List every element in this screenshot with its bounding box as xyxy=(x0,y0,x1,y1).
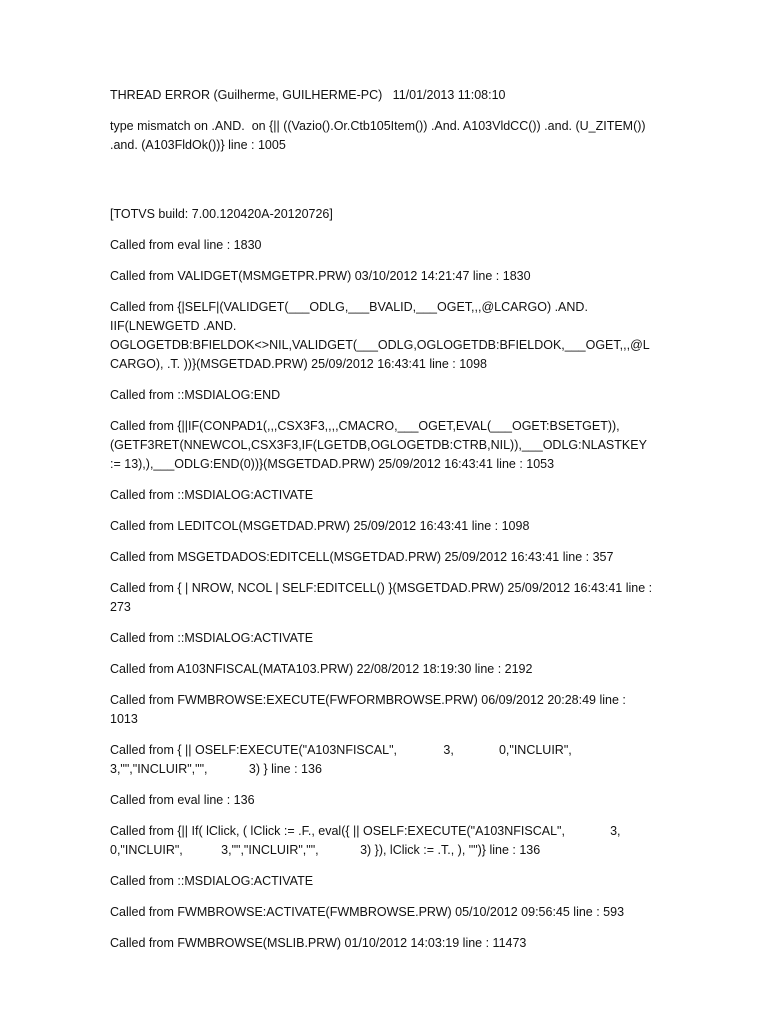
stack-line: Called from { | NROW, NCOL | SELF:EDITCELL() }(MSGETDAD.PRW) 25/09/2012 16:43:41 line : 273 xyxy=(110,581,656,614)
build-info: [TOTVS build: 7.00.120420A-20120726] xyxy=(110,207,333,221)
stack-line: Called from ::MSDIALOG:ACTIVATE xyxy=(110,874,314,888)
stack-line: Called from FWMBROWSE:EXECUTE(FWFORMBROWSE.PRW) 06/09/2012 20:28:49 line : 1013 xyxy=(110,693,630,726)
stack-line: Called from LEDITCOL(MSGETDAD.PRW) 25/09/2012 16:43:41 line : 1098 xyxy=(110,519,530,533)
stack-line: Called from ::MSDIALOG:ACTIVATE xyxy=(110,488,314,502)
stack-line: Called from {|SELF|(VALIDGET(___ODLG,___BVALID,___OGET,,,@LCARGO) .AND. IIF(LNEWGETD .AND. OGLOGETDB:BFIELDOK<>NIL,VALIDGET(___ODLG,OGLOGETDB:BFIELDOK,___OGET,,,@LCARGO), .T. ))}(MSGETDAD.PRW) 25/09/2012 16:43:41 line : 1098 xyxy=(110,300,650,371)
stack-line: Called from A103NFISCAL(MATA103.PRW) 22/08/2012 18:19:30 line : 2192 xyxy=(110,662,533,676)
thread-error-header: THREAD ERROR (Guilherme, GUILHERME-PC) 11/01/2013 11:08:10 xyxy=(110,88,506,102)
stack-line: Called from FWMBROWSE(MSLIB.PRW) 01/10/2012 14:03:19 line : 11473 xyxy=(110,936,527,950)
stack-line: Called from ::MSDIALOG:ACTIVATE xyxy=(110,631,314,645)
stack-line: Called from MSGETDADOS:EDITCELL(MSGETDAD.PRW) 25/09/2012 16:43:41 line : 357 xyxy=(110,550,614,564)
stack-line: Called from {||IF(CONPAD1(,,,CSX3F3,,,,CMACRO,___OGET,EVAL(___OGET:BSETGET)),(GETF3RET(NNEWCOL,CSX3F3,IF(LGETDB,OGLOGETDB:CTRB,NIL)),___ODLG:NLASTKEY := 13),),___ODLG:END(0))}(MSGETDAD.PRW) 25/09/2012 16:43:41 line : 1053 xyxy=(110,419,651,471)
stack-line: Called from eval line : 1830 xyxy=(110,238,262,252)
error-log-content xyxy=(110,86,666,965)
stack-line: Called from FWMBROWSE:ACTIVATE(FWMBROWSE.PRW) 05/10/2012 09:56:45 line : 593 xyxy=(110,905,625,919)
stack-line: Called from { || OSELF:EXECUTE("A103NFISCAL", 3, 0,"INCLUIR", 3,"","INCLUIR","", 3) } line : 136 xyxy=(110,743,611,776)
blank-spacer xyxy=(110,167,655,205)
stack-line: Called from {|| If( lClick, ( lClick := .F., eval({ || OSELF:EXECUTE("A103NFISCAL", 3, 0,"INCLUIR", 3,"","INCLUIR","", 3) }), lClick := .T., ), "")} line : 136 xyxy=(110,824,666,857)
stack-line: Called from eval line : 136 xyxy=(110,793,255,807)
stack-line: Called from VALIDGET(MSMGETPR.PRW) 03/10/2012 14:21:47 line : 1830 xyxy=(110,269,531,283)
error-message: type mismatch on .AND. on {|| ((Vazio().Or.Ctb105Item()) .And. A103VldCC()) .and. (U_ZITEM()) .and. (A103FldOk())} line : 1005 xyxy=(110,119,650,152)
stack-line: Called from ::MSDIALOG:END xyxy=(110,388,281,402)
